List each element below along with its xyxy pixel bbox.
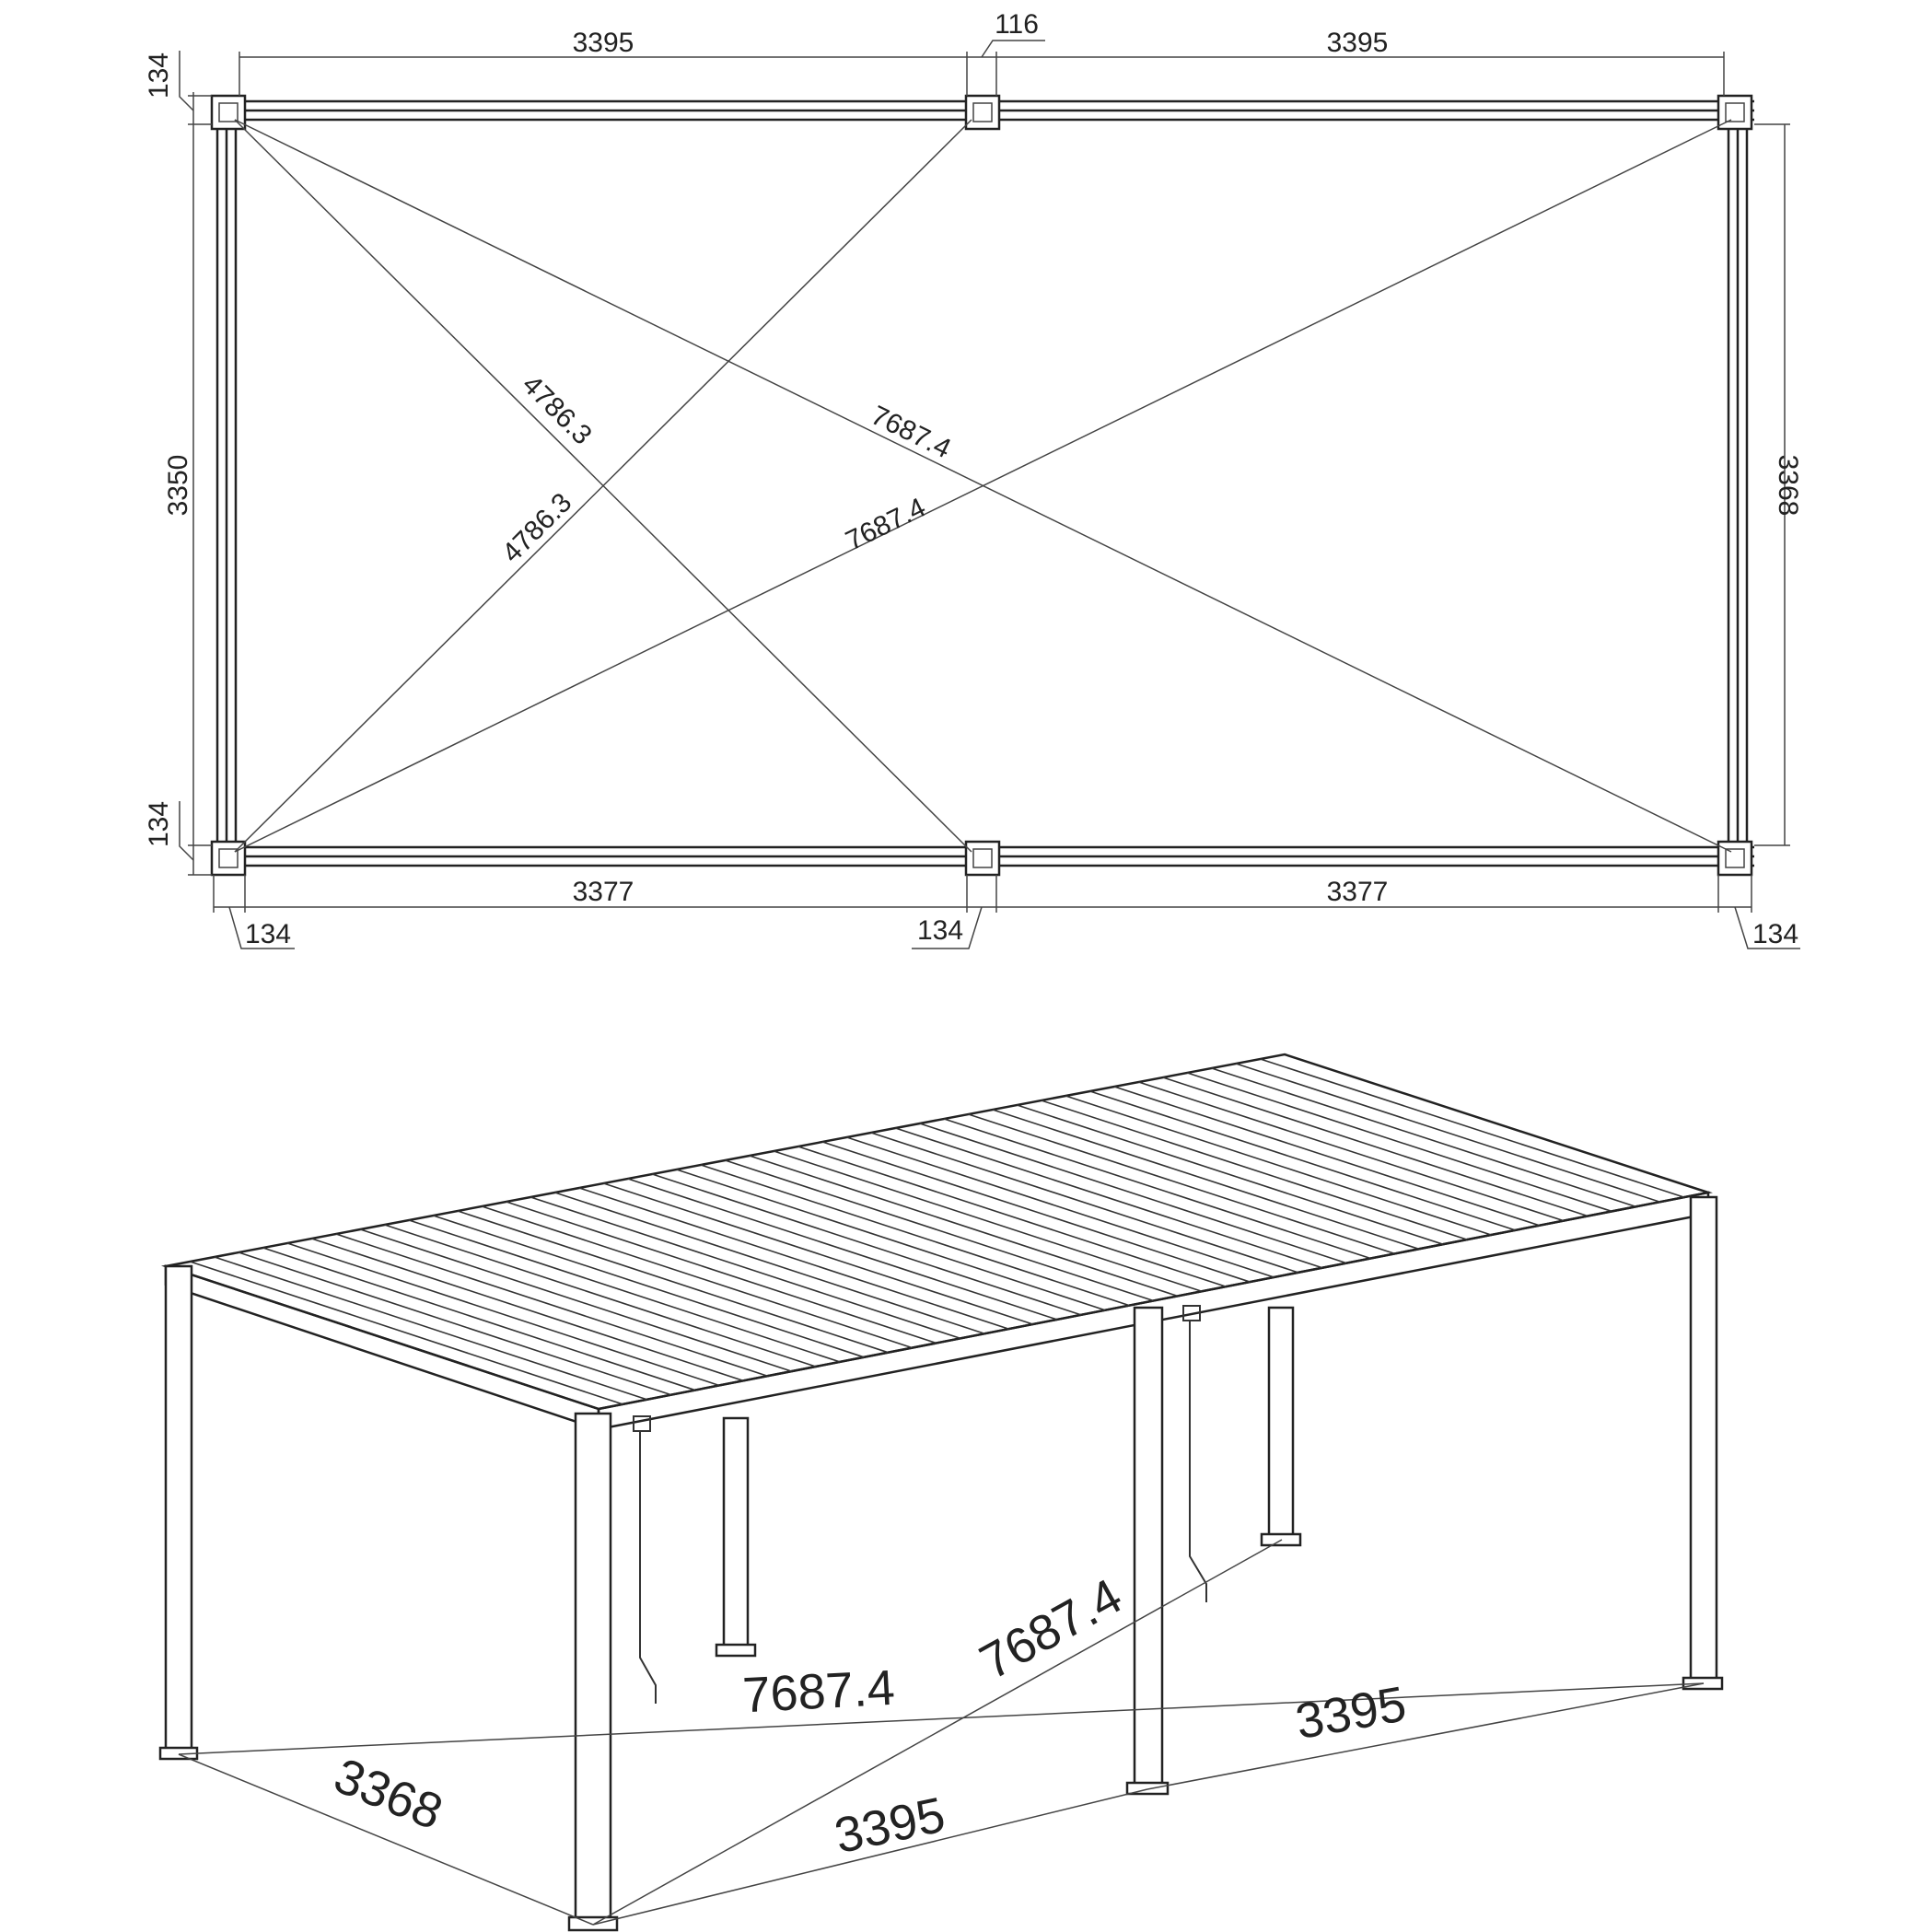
louvre-slat bbox=[1163, 1077, 1588, 1216]
louvre-slat bbox=[726, 1160, 1154, 1301]
louvre-slat bbox=[969, 1114, 1395, 1253]
isometric-view bbox=[160, 1054, 1722, 1930]
dim-left-top-offset: 134 bbox=[144, 52, 174, 99]
louvre-slat bbox=[506, 1202, 937, 1343]
plan-right-dimensions bbox=[1754, 124, 1803, 845]
louvre-slat bbox=[847, 1137, 1274, 1277]
louvre-slat bbox=[1139, 1082, 1564, 1221]
dim-top-right: 3395 bbox=[1326, 28, 1389, 58]
louvre-slat bbox=[458, 1211, 888, 1353]
dim-diag-short-a: 4786.3 bbox=[516, 369, 598, 451]
iso-dim-side-span: 3395 bbox=[1291, 1676, 1411, 1751]
dim-post-right: 134 bbox=[1752, 919, 1799, 949]
louvre-slat bbox=[1065, 1096, 1491, 1235]
louvre-slat bbox=[1017, 1105, 1442, 1244]
post-middle bbox=[1135, 1308, 1162, 1787]
plan-bottom-dimensions bbox=[214, 875, 1800, 949]
iso-roof bbox=[166, 1054, 1708, 1429]
louvre-slat bbox=[1042, 1100, 1467, 1240]
plan-left-dimensions bbox=[144, 51, 212, 875]
louvre-slat bbox=[482, 1206, 912, 1348]
plan-top-dimensions bbox=[239, 9, 1724, 96]
louvre-slat bbox=[385, 1225, 816, 1367]
louvre-slat bbox=[628, 1179, 1057, 1320]
dim-diag-short-b: 4786.3 bbox=[496, 487, 578, 569]
dim-left-height: 3350 bbox=[163, 454, 193, 517]
dim-top-left: 3395 bbox=[572, 28, 634, 58]
louvre-slat bbox=[1212, 1068, 1636, 1206]
louvre-slat bbox=[774, 1151, 1202, 1291]
louvre-slat bbox=[530, 1197, 960, 1338]
post-front-center bbox=[576, 1414, 611, 1929]
post-back-left bbox=[724, 1418, 748, 1648]
iso-dim-front-span: 3395 bbox=[830, 1787, 950, 1865]
louvre-slat bbox=[1187, 1073, 1612, 1211]
post-bottom-mid bbox=[966, 842, 999, 875]
louvre-slat bbox=[798, 1146, 1226, 1286]
louvre-slat bbox=[434, 1216, 865, 1357]
louvre-slat bbox=[701, 1165, 1129, 1306]
iso-dim-diag-a: 7687.4 bbox=[741, 1659, 897, 1724]
louvre-slat bbox=[944, 1119, 1370, 1259]
post-front-left bbox=[166, 1266, 192, 1750]
plan-diagonals bbox=[235, 120, 1731, 852]
plan-frame bbox=[212, 101, 1754, 866]
dim-left-bottom-offset: 134 bbox=[144, 800, 174, 848]
iso-dim-diag-b: 7687.4 bbox=[971, 1567, 1132, 1691]
iso-floor-lines bbox=[179, 1540, 1704, 1925]
louvre-slat bbox=[920, 1123, 1346, 1263]
louvre-slat bbox=[360, 1229, 791, 1371]
louvre-slat bbox=[409, 1220, 840, 1362]
louvre-slat bbox=[1114, 1087, 1540, 1226]
louvre-slat bbox=[1236, 1064, 1659, 1202]
louvre-slat bbox=[895, 1128, 1321, 1268]
louvre-slat bbox=[822, 1142, 1250, 1282]
louvre-slat bbox=[579, 1188, 1008, 1329]
plan-view bbox=[144, 9, 1803, 949]
louvre-slat bbox=[750, 1156, 1178, 1296]
post-top-mid bbox=[966, 96, 999, 129]
louvre-slat bbox=[993, 1110, 1419, 1249]
dim-right-height: 3368 bbox=[1773, 454, 1803, 517]
dim-diag-long-a: 7687.4 bbox=[866, 400, 956, 465]
louvre-slat bbox=[1261, 1059, 1684, 1197]
dim-post-mid: 134 bbox=[916, 915, 964, 946]
post-back-right bbox=[1269, 1308, 1293, 1538]
louvre-slat bbox=[1090, 1091, 1516, 1230]
dim-top-gap: 116 bbox=[995, 9, 1039, 40]
post-bottom-right bbox=[1718, 842, 1752, 875]
louvre-slat bbox=[603, 1183, 1032, 1324]
dim-diag-long-b: 7687.4 bbox=[841, 492, 931, 557]
dim-bottom-left: 3377 bbox=[572, 877, 634, 907]
iso-dim-depth: 3368 bbox=[326, 1747, 450, 1841]
louvre-slat bbox=[677, 1170, 1105, 1310]
post-right-front bbox=[1691, 1197, 1717, 1681]
dim-post-left: 134 bbox=[244, 919, 292, 949]
louvre-slat bbox=[555, 1193, 985, 1333]
louvre-slat bbox=[871, 1133, 1298, 1273]
dim-bottom-right: 3377 bbox=[1326, 877, 1389, 907]
louvre-slat bbox=[652, 1174, 1081, 1315]
